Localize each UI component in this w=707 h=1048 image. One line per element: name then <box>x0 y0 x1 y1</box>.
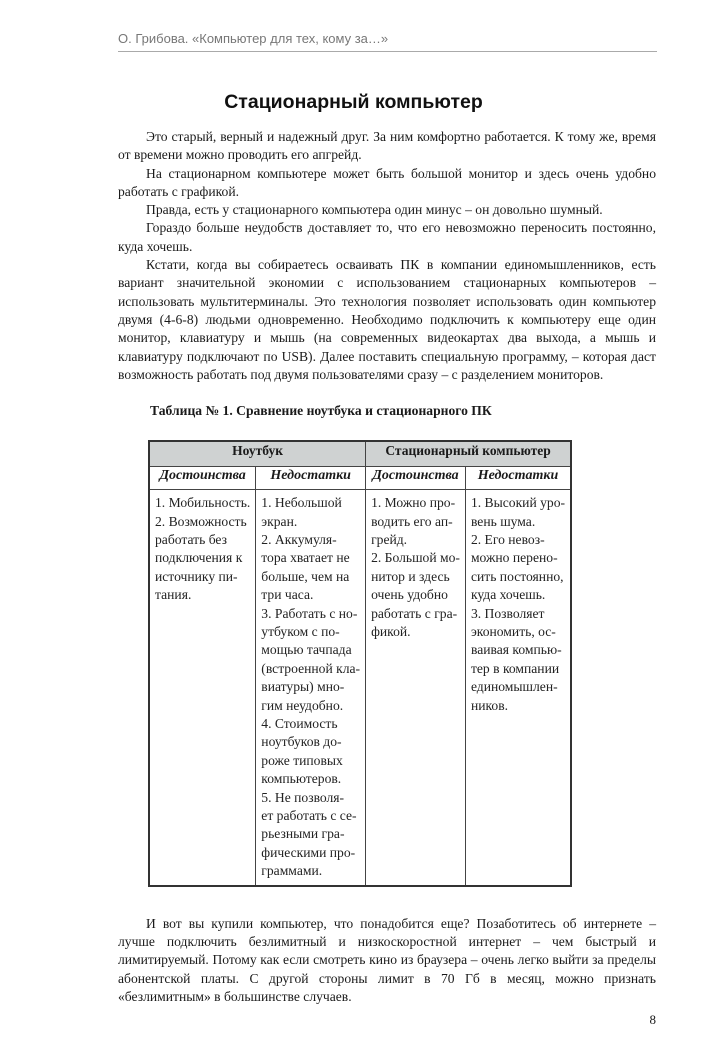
paragraph: Гораздо больше неудобств доставляет то, что его невозможно переносить постоянно, куда хочешь. <box>118 220 656 254</box>
subheader: Недостатки <box>256 467 366 490</box>
paragraph: На стационарном компьютере может быть большой монитор и здесь очень удобно работать с графикой. <box>118 165 656 199</box>
page-number: 8 <box>649 1012 656 1028</box>
paragraph: И вот вы купили компьютер, что понадобится еще? Позаботитесь об интернете – лучше подключить безлимитный и низкоскоростной интернет – чем быстрый и лимитируемый. Потому как если смотреть кино из браузера – очень легко выйти за пределы абонентской платы. С другой стороны лимит в 70 Гб в месяц, можно признать «безлимитным» в большинстве случаев. <box>118 915 656 1004</box>
paragraph: Кстати, когда вы собираетесь осваивать ПК в компании единомышленников, есть вариант значительной экономии с использованием стационарных компьютеров – использовать мультитерминалы. Это технология позволяет использовать один компьютер двумя (4-6-8) людьми одновременно. Необходимо подключить к компьютеру еще один монитор, клавиатуру и мышь (на современных видеокартах два выхода, а мышь и клавиатуру подключают по USB). Далее поставить специальную программу, – которая даст возможность работать под двумя пользователями сразу – с разделением мониторов. <box>118 257 656 382</box>
subheader: Недостатки <box>465 467 571 490</box>
paragraph: Правда, есть у стационарного компьютера один минус – он довольно шумный. <box>146 202 603 218</box>
subheader: Достоинства <box>366 467 466 490</box>
subheader: Достоинства <box>149 467 256 490</box>
body-text <box>118 128 656 384</box>
table-row <box>149 490 571 886</box>
table-cell: 1. Небольшой экран. 2. Аккумуля- тора хватает не больше, чем на три часа. 3. Работать с но- утбуком с по- мощью тачпада (встроенной кла- виатуры) мно- гим неудобно. 4. Стоимость ноутбуков до- роже типовых компьютеров. 5. Не позволя- ет работать с се- рьезными гра- фическими про- граммами. <box>256 490 366 886</box>
group-header-laptop: Ноутбук <box>149 441 366 467</box>
table-cell: 1. Высокий уро- вень шума. 2. Его невоз- можно перено- сить постоянно, куда хочешь. 3. Позволяет экономить, ос- ваивая компью- тер в компании единомышлен- ников. <box>465 490 571 886</box>
closing-text <box>118 915 656 1006</box>
table-caption: Таблица № 1. Сравнение ноутбука и стационарного ПК <box>150 403 492 419</box>
paragraph: Это старый, верный и надежный друг. За ним комфортно работается. К тому же, время от времени можно проводить его апгрейд. <box>118 129 656 163</box>
group-header-desktop: Стационарный компьютер <box>366 441 571 467</box>
running-header: О. Грибова. «Компьютер для тех, кому за…» <box>118 31 389 46</box>
table-cell: 1. Можно про- водить его ап- грейд. 2. Большой мо- нитор и здесь очень удобно работать с гра- фикой. <box>366 490 466 886</box>
comparison-table <box>148 440 572 887</box>
table-cell: 1. Мобильность. 2. Возможность работать без подключения к источнику пи- тания. <box>149 490 256 886</box>
page-title: Стационарный компьютер <box>224 91 483 113</box>
header-rule <box>118 51 657 52</box>
